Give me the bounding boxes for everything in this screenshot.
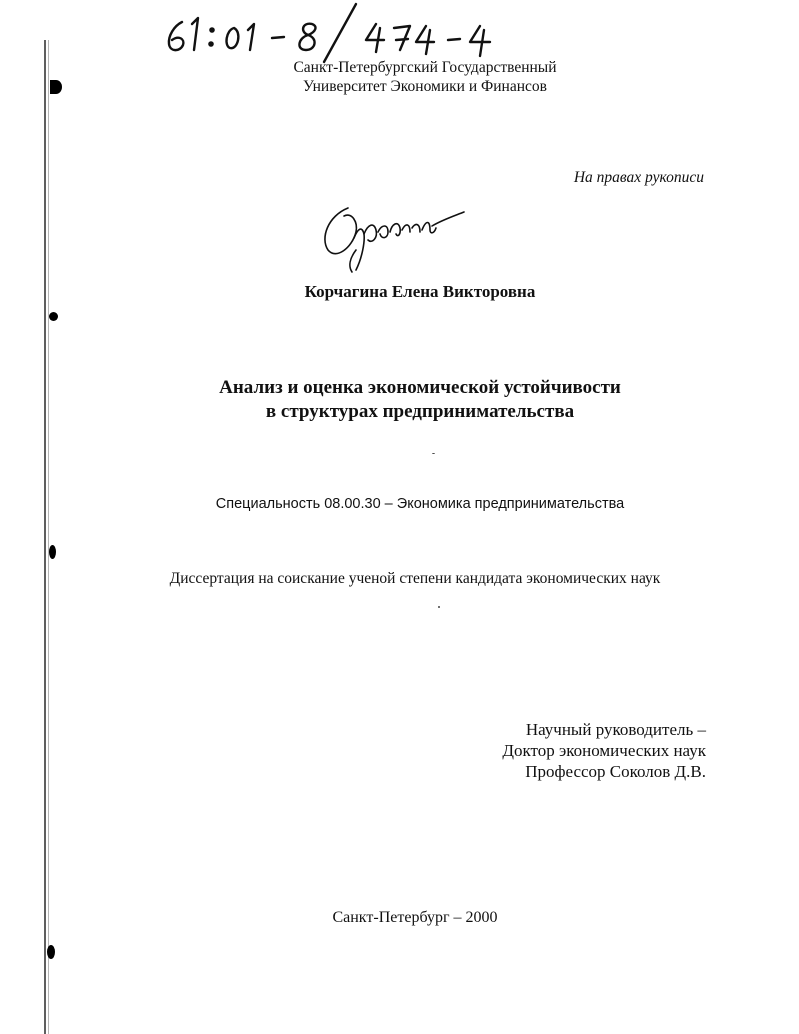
advisor-line-3: Профессор Соколов Д.В.	[525, 762, 706, 781]
title-line-1: Анализ и оценка экономической устойчивости	[219, 377, 621, 398]
advisor-line-2: Доктор экономических наук	[502, 741, 706, 760]
scan-mark	[47, 945, 55, 959]
scan-mark	[49, 312, 58, 321]
scan-margin-line-faint	[48, 40, 49, 1034]
city-year: Санкт-Петербург – 2000	[332, 909, 498, 926]
scan-speck	[438, 606, 440, 608]
author-signature	[318, 198, 468, 278]
manuscript-rights-note: На правах рукописи	[573, 169, 704, 186]
author-name: Корчагина Елена Викторовна	[304, 282, 536, 301]
scan-speck	[432, 453, 435, 454]
title-line-2: в структурах предпринимательства	[265, 401, 575, 422]
handwritten-archive-code	[160, 0, 520, 66]
university-name	[215, 58, 635, 96]
degree-statement: Диссертация на соискание ученой степени кандидата экономических наук	[169, 570, 661, 587]
advisor-line-1: Научный руководитель –	[525, 720, 706, 739]
scientific-advisor	[502, 719, 706, 782]
university-line-2: Университет Экономики и Финансов	[303, 78, 547, 95]
speciality-line: Специальность 08.00.30 – Экономика предпринимательства	[215, 496, 625, 512]
dissertation-title	[150, 376, 690, 424]
scan-margin-line	[44, 40, 46, 1034]
scan-mark	[49, 545, 56, 559]
scan-mark	[50, 80, 62, 94]
university-line-1: Санкт-Петербургский Государственный	[293, 59, 557, 76]
